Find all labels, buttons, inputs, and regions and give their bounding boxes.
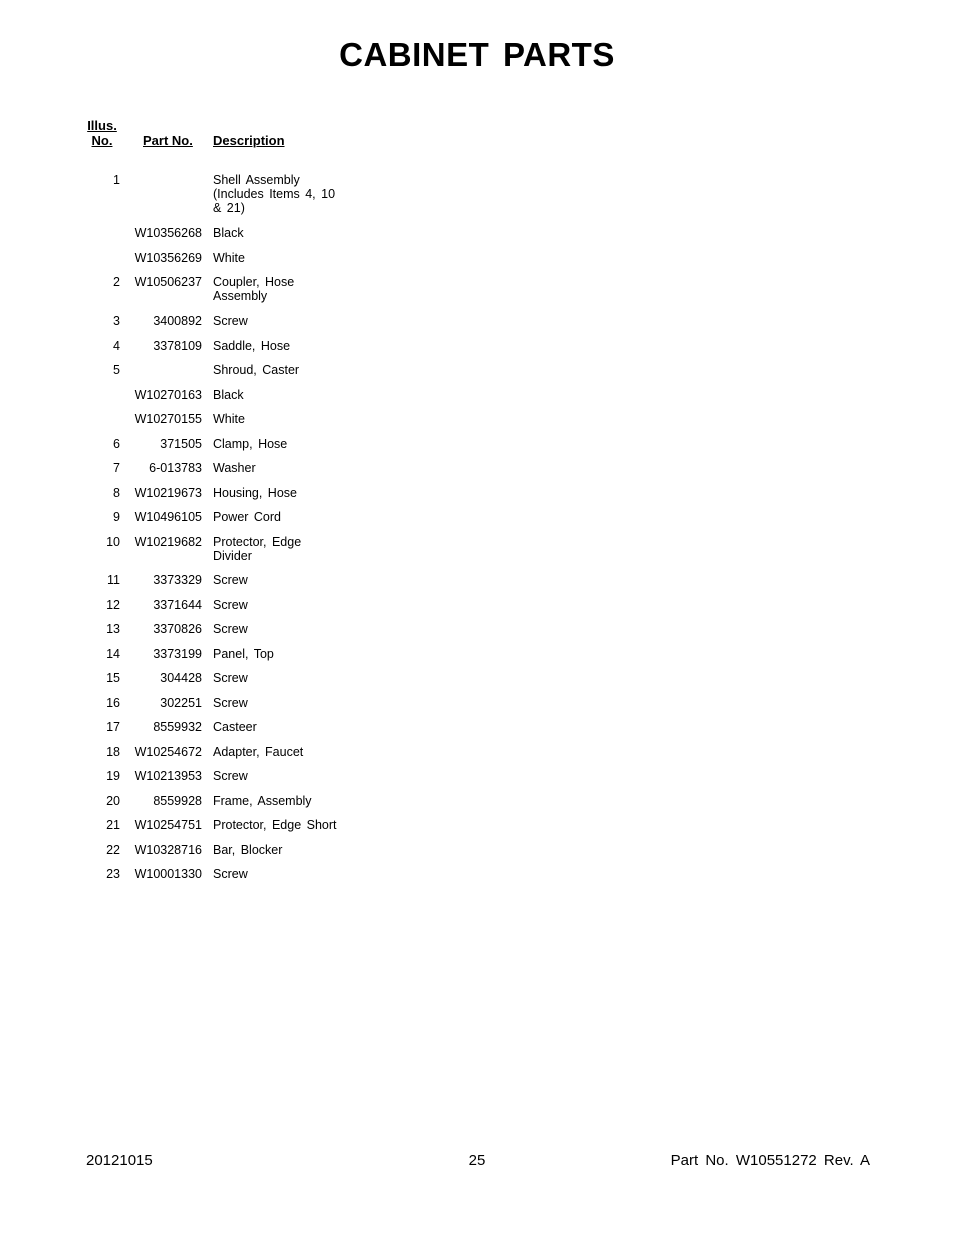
parts-row [0,598,954,622]
part-no-cell: 3400892 [153,314,202,328]
illus-no-cell: 3 [113,314,120,328]
part-no-cell: W10356268 [134,226,202,240]
description-cell: Panel, Top [213,647,274,661]
description-cell: White [213,251,245,265]
part-no-cell: 304428 [160,671,202,685]
illus-no-cell: 13 [106,622,120,636]
part-no-cell: W10213953 [134,769,202,783]
illus-no-cell: 2 [113,275,120,289]
illus-no-cell: 19 [106,769,120,783]
description-cell: White [213,412,245,426]
footer-date-code: 20121015 [86,1152,153,1169]
illus-no-cell: 14 [106,647,120,661]
illus-no-cell: 21 [106,818,120,832]
description-cell: Screw [213,867,248,881]
description-cell: Bar, Blocker [213,843,283,857]
illus-no-cell: 4 [113,339,120,353]
parts-row [0,794,954,818]
illus-no-cell: 20 [106,794,120,808]
parts-row [0,843,954,867]
parts-row [0,867,954,891]
parts-row [0,275,954,314]
illus-no-cell: 23 [106,867,120,881]
illus-no-cell: 6 [113,437,120,451]
parts-row [0,671,954,696]
header-illus-line2: No. [91,133,113,148]
illus-no-cell: 18 [106,745,120,759]
part-no-cell: 3371644 [153,598,202,612]
part-no-cell: 371505 [160,437,202,451]
parts-row [0,437,954,461]
description-cell: Washer [213,461,256,475]
parts-row [0,622,954,647]
illus-no-cell: 15 [106,671,120,685]
description-cell: Screw [213,573,248,587]
description-cell: Saddle, Hose [213,339,291,353]
description-cell: Shroud, Caster [213,363,300,377]
description-cell: Clamp, Hose [213,437,288,451]
parts-row [0,461,954,486]
parts-row [0,647,954,671]
part-no-cell: W10254751 [134,818,202,832]
part-no-cell: 302251 [160,696,202,710]
description-cell: Protector, Edge Divider [213,535,302,563]
illus-no-cell: 12 [106,598,120,612]
description-cell: Coupler, Hose Assembly [213,275,295,303]
parts-row [0,339,954,363]
illus-no-cell: 8 [113,486,120,500]
parts-row [0,745,954,769]
part-no-cell: W10219673 [134,486,202,500]
parts-row [0,535,954,573]
description-cell: Casteer [213,720,257,734]
description-cell: Frame, Assembly [213,794,312,808]
description-cell: Power Cord [213,510,281,524]
part-no-cell: 3373329 [153,573,202,587]
parts-row [0,769,954,794]
parts-row [0,510,954,535]
parts-row [0,573,954,598]
parts-row [0,486,954,510]
part-no-cell: W10506237 [134,275,202,289]
parts-row [0,696,954,720]
illus-no-cell: 10 [106,535,120,549]
part-no-cell: 8559932 [153,720,202,734]
parts-row [0,314,954,339]
illus-no-cell: 17 [106,720,120,734]
illus-no-cell: 1 [113,173,120,187]
part-no-cell: W10219682 [134,535,202,549]
parts-row [0,388,954,412]
page-title: CABINET PARTS [339,36,615,73]
description-cell: Screw [213,696,248,710]
part-no-cell: W10254672 [134,745,202,759]
header-illus-no [80,118,124,148]
parts-row [0,226,954,251]
part-no-cell: W10001330 [134,867,202,881]
parts-row [0,818,954,843]
parts-row [0,251,954,275]
illus-no-cell: 5 [113,363,120,377]
part-no-cell: W10356269 [134,251,202,265]
description-cell: Housing, Hose [213,486,297,500]
footer-part-number: Part No. W10551272 Rev. A [670,1152,870,1169]
description-cell: Adapter, Faucet [213,745,304,759]
parts-list [0,173,954,891]
description-cell: Screw [213,314,248,328]
part-no-cell: W10270155 [134,412,202,426]
footer-page-number: 25 [468,1152,486,1169]
description-cell: Screw [213,622,248,636]
part-no-cell: W10328716 [134,843,202,857]
description-cell: Black [213,226,244,240]
part-no-cell: 3378109 [153,339,202,353]
description-cell: Screw [213,671,248,685]
description-cell: Screw [213,769,248,783]
illus-no-cell: 7 [113,461,120,475]
illus-no-cell: 16 [106,696,120,710]
parts-row [0,363,954,388]
parts-row [0,720,954,745]
part-no-cell: 3373199 [153,647,202,661]
part-no-cell: 8559928 [153,794,202,808]
illus-no-cell: 9 [113,510,120,524]
description-cell: Screw [213,598,248,612]
illus-no-cell: 11 [107,573,120,587]
description-cell: Shell Assembly (Includes Items 4, 10 & 21) [213,173,336,215]
description-cell: Black [213,388,244,402]
parts-row [0,412,954,437]
part-no-cell: W10270163 [134,388,202,402]
header-part-no: Part No. [143,133,193,148]
part-no-cell: 6-013783 [149,461,202,475]
parts-row [0,173,954,226]
part-no-cell: W10496105 [134,510,202,524]
header-illus-line1: Illus. [87,118,117,133]
illus-no-cell: 22 [106,843,120,857]
header-description: Description [213,133,285,148]
part-no-cell: 3370826 [153,622,202,636]
description-cell: Protector, Edge Short [213,818,337,832]
